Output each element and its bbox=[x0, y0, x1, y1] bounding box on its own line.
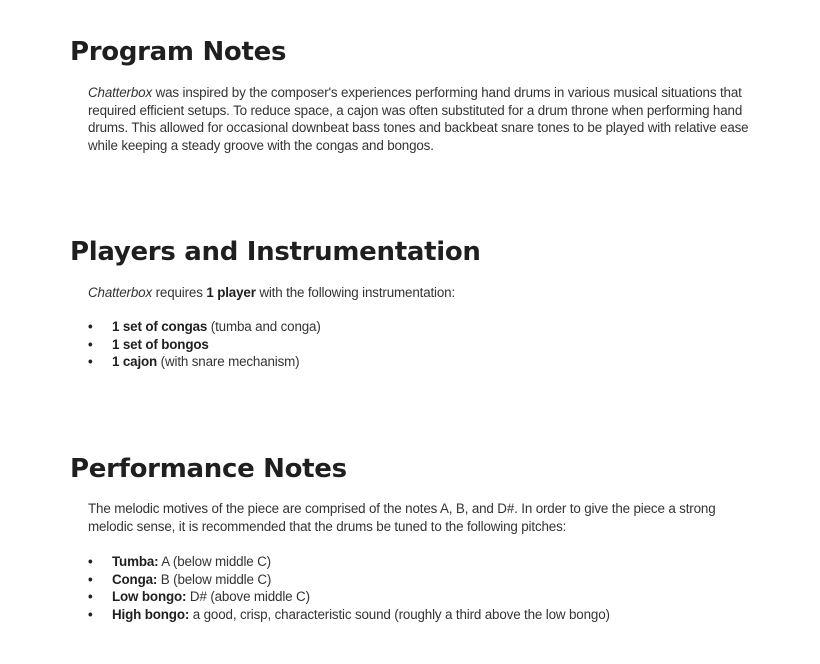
piece-title: Chatterbox bbox=[88, 285, 153, 300]
bullet: • bbox=[88, 336, 93, 352]
instrument-detail: (tumba and conga) bbox=[207, 319, 321, 334]
bullet: • bbox=[88, 554, 93, 569]
drum-name: Low bongo: bbox=[112, 589, 187, 605]
drum-name: Conga: bbox=[112, 571, 158, 587]
drum-name: Tumba: bbox=[112, 554, 159, 569]
instrument-detail: (with snare mechanism) bbox=[157, 354, 300, 370]
drum-name: High bongo: bbox=[112, 606, 190, 622]
bullet: • bbox=[88, 606, 93, 622]
pitch-detail: B (below middle C) bbox=[157, 571, 272, 587]
bullet: • bbox=[88, 589, 93, 605]
performance-notes-heading: Performance Notes bbox=[70, 454, 347, 484]
piece-title: Chatterbox bbox=[88, 85, 153, 100]
list-item bbox=[88, 588, 758, 606]
list-item bbox=[88, 318, 758, 336]
instrument-list bbox=[88, 318, 758, 371]
intro-text: with the following instrumentation: bbox=[255, 285, 456, 300]
performance-notes-paragraph: The melodic motives of the piece are comprised of the notes A, B, and D#. In order to give the piece a strong melodic sense, it is recommended that the drums be tuned to the following pitches: bbox=[88, 501, 716, 534]
pitch-detail: D# (above middle C) bbox=[186, 589, 310, 605]
bullet: • bbox=[88, 319, 93, 334]
bullet: • bbox=[88, 571, 93, 587]
list-item bbox=[88, 553, 758, 571]
instrument-name: 1 set of congas bbox=[112, 319, 208, 334]
instrument-name: 1 set of bongos bbox=[112, 336, 209, 352]
program-notes-heading: Program Notes bbox=[70, 37, 287, 67]
pitch-detail: a good, crisp, characteristic sound (roughly a third above the low bongo) bbox=[189, 606, 610, 622]
instrumentation-heading: Players and Instrumentation bbox=[70, 237, 481, 267]
program-notes-paragraph bbox=[88, 84, 758, 154]
instrument-name: 1 cajon bbox=[112, 354, 158, 370]
program-notes-text: was inspired by the composer's experiences performing hand drums in various musical situations that required efficient setups. To reduce space, a cajon was often substituted for a drum throne when performing hand drums. This allowed for occasional downbeat bass tones and backbeat snare tones to be played with relative ease while keeping a steady groove with the congas and bongos. bbox=[88, 85, 749, 153]
tuning-list bbox=[88, 553, 758, 623]
list-item bbox=[88, 353, 758, 371]
intro-text: requires bbox=[152, 285, 207, 300]
instrumentation-intro bbox=[88, 284, 758, 302]
player-count: 1 player bbox=[206, 285, 256, 300]
bullet: • bbox=[88, 354, 93, 370]
list-item bbox=[88, 336, 758, 354]
list-item bbox=[88, 571, 758, 589]
list-item bbox=[88, 606, 758, 624]
pitch-detail: A (below middle C) bbox=[158, 554, 271, 569]
